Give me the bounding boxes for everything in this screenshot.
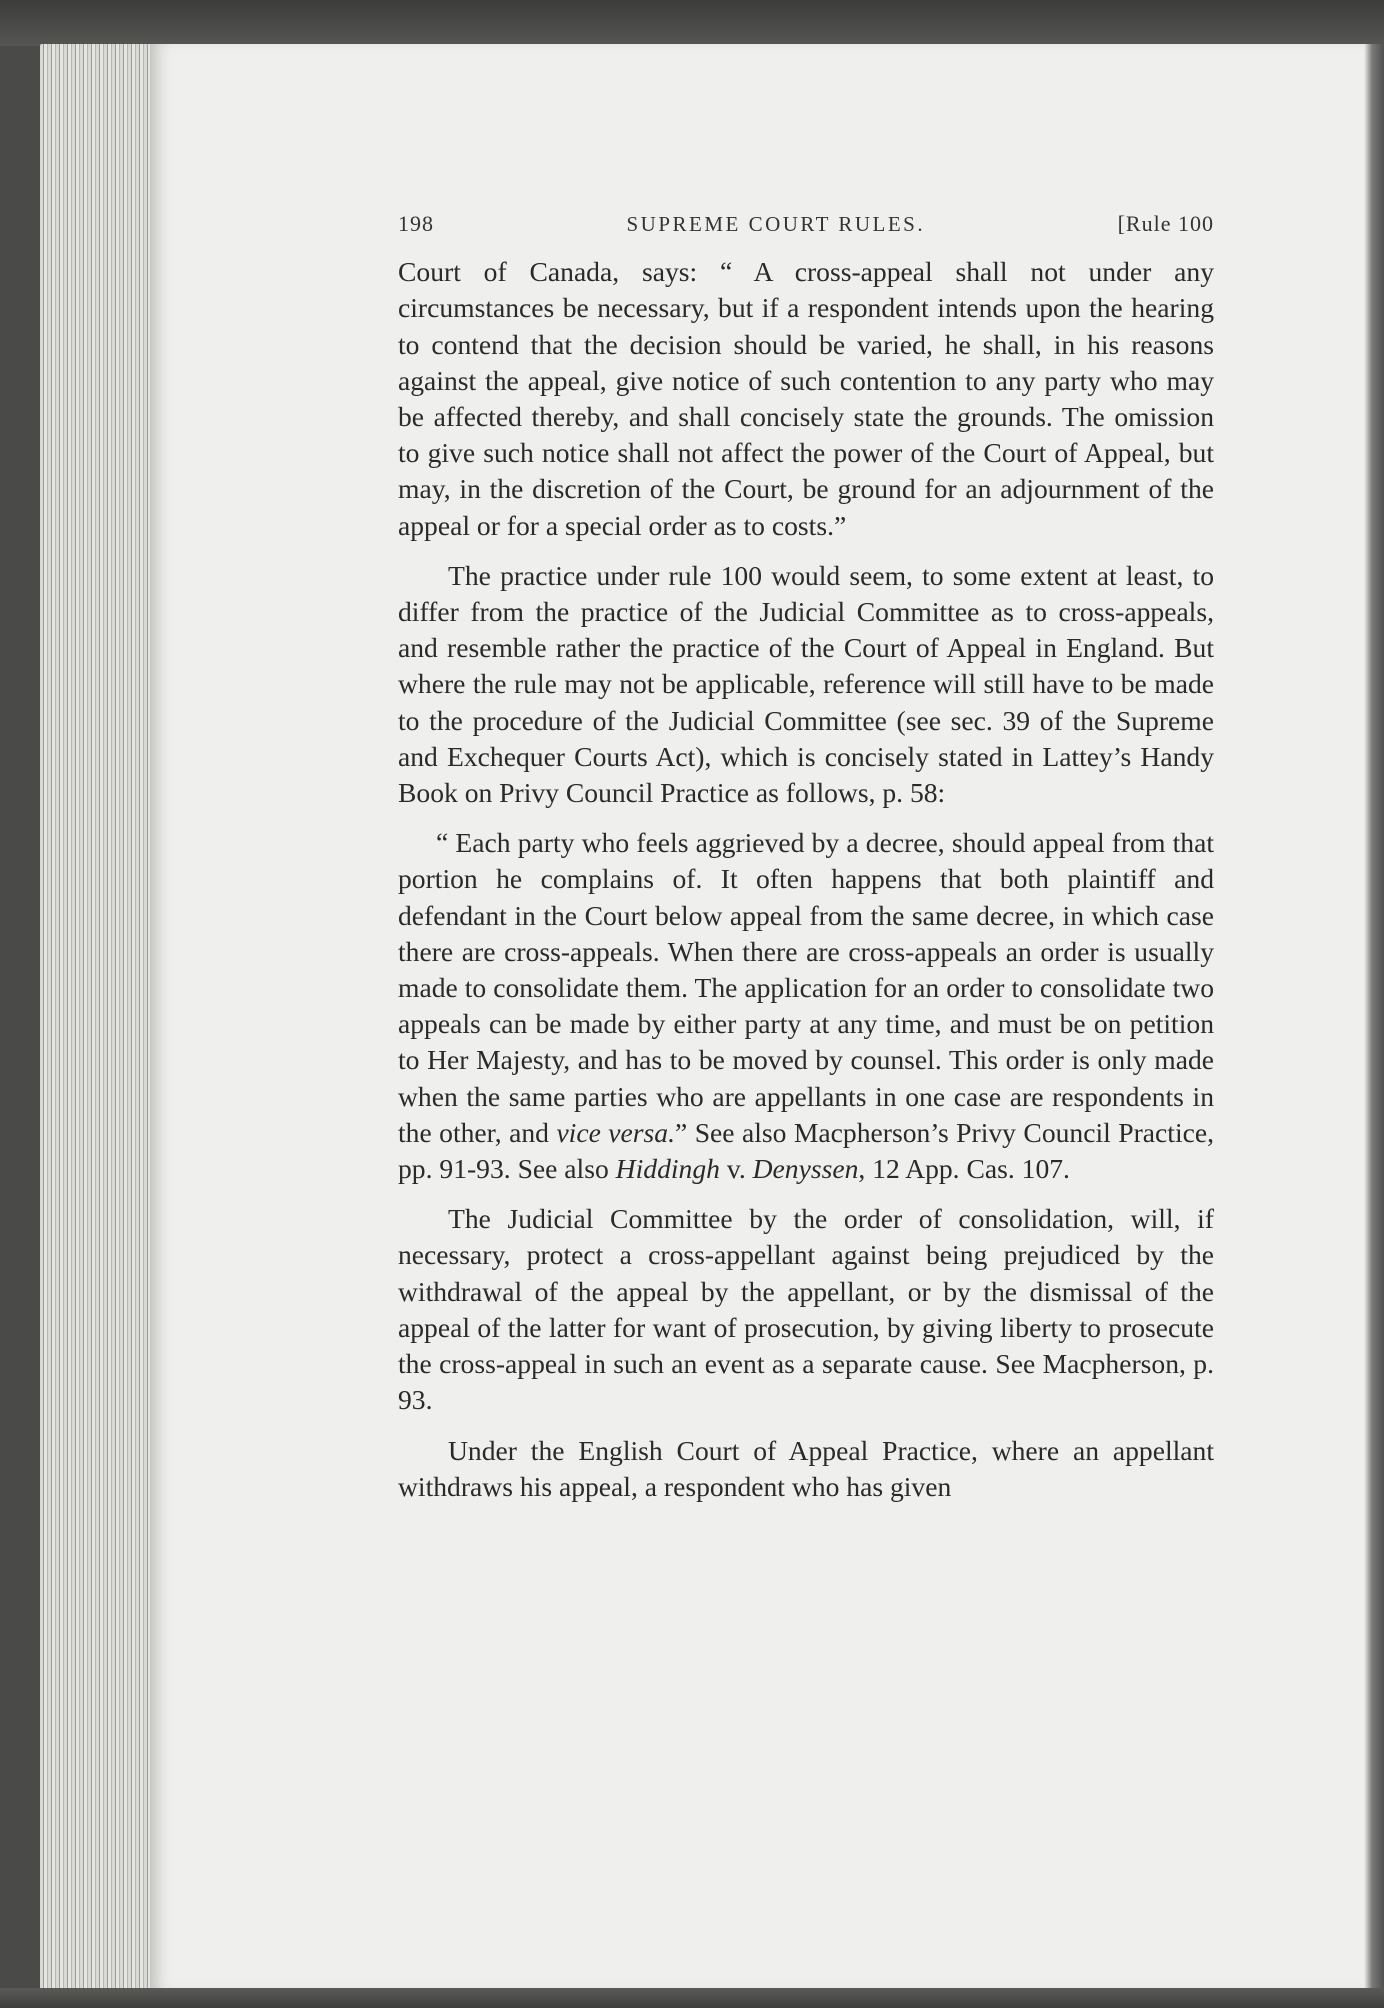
quote-text: “ Each party who feels aggrieved by a decree, should appeal from that portion he complains of. It often happens that both plaintiff and defendant in the Court below appeal from the same decree, in which case there are cross-appeals. When there are cross-appeals an order is usually made to consolidate them. The application for an order to consolidate two appeals can be made by either party at any time, and must be on petition to Her Majesty, and has to be moved by counsel. This order is only made when the same parties who are appellants in one case are respondents in the other, and bbox=[398, 827, 1214, 1148]
paragraph-2: The practice under rule 100 would seem, to some extent at least, to differ from the practice of the Judicial Committee as to cross-appeals, and resemble rather the practice of the Court of Appeal in England. But where the rule may not be applicable, reference will still have to be made to the procedure of the Judicial Committee (see sec. 39 of the Supreme and Exchequer Courts Act), which is concisely stated in Lattey’s Handy Book on Privy Council Practice as follows, p. 58: bbox=[398, 559, 1214, 809]
paragraph-5: Under the English Court of Appeal Practice, where an appellant withdraws his appeal, a respondent who has given bbox=[398, 1434, 1214, 1502]
running-head bbox=[398, 206, 1214, 242]
quote-citation: ” See also Macpherson’s Privy Council Practice, pp. 91-93. See also bbox=[398, 1116, 1215, 1185]
vice-versa-italic: vice versa. bbox=[556, 1116, 675, 1148]
paragraph-4: The Judicial Committee by the order of consolidation, will, if necessary, protect a cross-appellant against being prejudiced by the withdrawal of the appeal by the appellant, or by the dismissal of the appeal of the latter for want of prosecution, by giving liberty to prosecute the cross-appeal in such an event as a separate cause. See Macpherson, p. 93. bbox=[398, 1203, 1214, 1416]
case-name-hiddingh: Hiddingh bbox=[615, 1153, 720, 1185]
case-citation: , 12 App. Cas. 107. bbox=[858, 1153, 1070, 1185]
running-title: SUPREME COURT RULES. bbox=[626, 212, 926, 236]
rule-reference: [Rule 100 bbox=[1117, 211, 1214, 236]
page-text-block bbox=[398, 206, 1214, 1519]
scan-background-top bbox=[0, 0, 1384, 46]
book-gutter-right bbox=[1364, 44, 1384, 2008]
page-number: 198 bbox=[398, 211, 434, 236]
case-versus: v. bbox=[719, 1153, 753, 1185]
case-name-denyssen: Denyssen bbox=[752, 1153, 859, 1185]
paragraph-1: Court of Canada, says: “ A cross-appeal shall not under any circumstances be necessary, but if a respondent intends upon the hearing to contend that the decision should be varied, he shall, in his reasons against the appeal, give notice of such contention to any party who may be affected thereby, and shall concisely state the grounds. The omission to give such notice shall not affect the power of the Court of Appeal, but may, in the discretion of the Court, be ground for an adjournment of the appeal or for a special order as to costs.” bbox=[398, 256, 1214, 541]
paragraph-3-quotation bbox=[398, 825, 1214, 1187]
scan-background-bottom bbox=[0, 1988, 1384, 2008]
